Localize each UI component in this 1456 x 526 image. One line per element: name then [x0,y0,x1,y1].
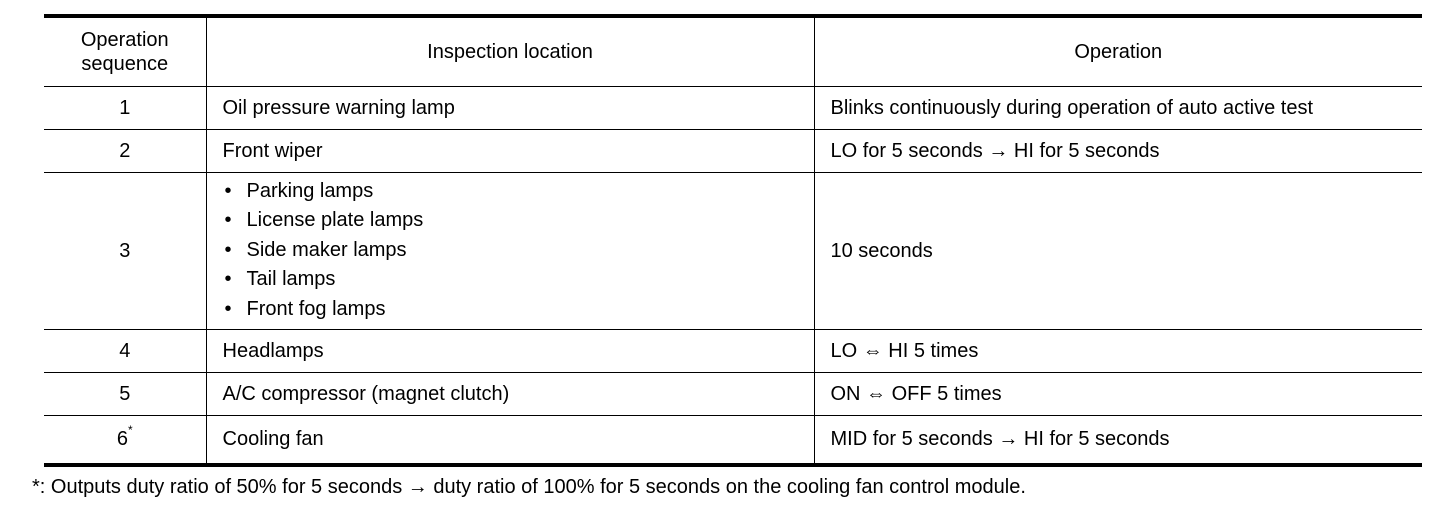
table-row [44,172,1422,329]
header-operation-sequence [44,16,206,86]
row-sequence: 3 [44,172,206,329]
row-location: Headlamps [206,329,814,372]
header-operation: Operation [814,16,1422,86]
header-inspection-location: Inspection location [206,16,814,86]
list-item-label: Front fog lamps [246,297,386,320]
location-bullet-list [223,177,798,325]
list-item [223,265,798,295]
list-item-label: Parking lamps [246,179,374,202]
header-sequence-line2: sequence [81,52,169,75]
bullet-icon: • [224,297,232,320]
header-sequence-line1: Operation [80,28,169,51]
list-item [223,206,798,236]
list-item [223,236,798,266]
list-item [223,295,798,325]
row-sequence: 1 [44,86,206,129]
footnote: *: Outputs duty ratio of 50% for 5 seconds → duty ratio of 100% for 5 seconds on the cooling fan control module. [32,476,1026,498]
row-sequence: 5 [44,372,206,415]
table-header-row [44,16,1422,86]
row-sequence: 4 [44,329,206,372]
row-operation: LO for 5 seconds → HI for 5 seconds [814,129,1422,172]
table-row [44,372,1422,415]
row-location: Oil pressure warning lamp [206,86,814,129]
row-operation: MID for 5 seconds → HI for 5 seconds [814,415,1422,465]
list-item [223,177,798,207]
bullet-icon: • [224,238,232,261]
row-operation: 10 seconds [814,172,1422,329]
table-row [44,86,1422,129]
bullet-icon: • [224,268,232,291]
row-sequence-number: 6 [116,428,128,451]
row-location [206,172,814,329]
operation-table [44,14,1422,467]
list-item-label: Tail lamps [246,268,336,291]
bullet-icon: • [224,179,232,202]
row-operation: LO ⇔ HI 5 times [814,329,1422,372]
bullet-icon: • [224,209,232,232]
list-item-label: License plate lamps [246,209,424,232]
row-location: A/C compressor (magnet clutch) [206,372,814,415]
table-row [44,415,1422,465]
footnote-mark: * [127,423,133,438]
row-location: Cooling fan [206,415,814,465]
row-operation: ON ⇔ OFF 5 times [814,372,1422,415]
row-operation: Blinks continuously during operation of auto active test [814,86,1422,129]
table-row [44,129,1422,172]
row-sequence: 2 [44,129,206,172]
row-location: Front wiper [206,129,814,172]
list-item-label: Side maker lamps [246,238,407,261]
table-row [44,329,1422,372]
row-sequence [44,415,206,465]
